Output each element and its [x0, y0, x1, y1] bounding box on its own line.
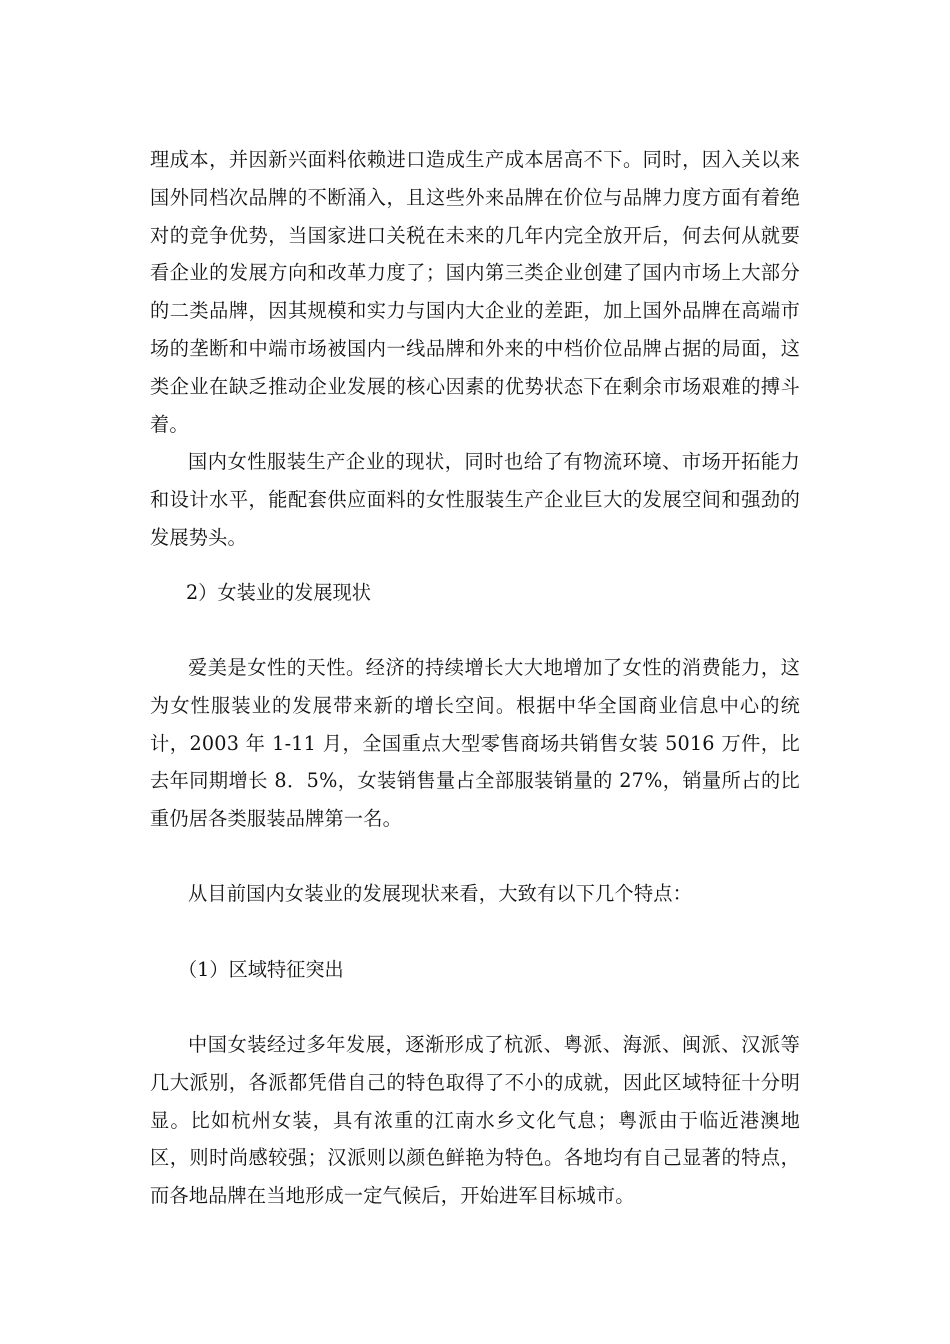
paragraph-enterprise-status: 国内女性服装生产企业的现状，同时也给了有物流环境、市场开拓能力和设计水平，能配套供应面料的女性服装生产企业巨大的发展空间和强劲的发展势头。	[150, 450, 800, 549]
section-heading-development-status: 2）女装业的发展现状	[186, 581, 371, 604]
subsection-heading-regional-features: （1）区域特征突出	[178, 958, 344, 981]
paragraph-regional-styles: 中国女装经过多年发展，逐渐形成了杭派、粤派、海派、闽派、汉派等几大派别，各派都凭借自己的特色取得了不小的成就，因此区域特征十分明显。比如杭州女装，具有浓重的江南水乡文化气息；粤派由于临近港澳地区，则时尚感较强；汉派则以颜色鲜艳为特色。各地均有自己显著的特点，而各地品牌在当地形成一定气候后，开始进军目标城市。	[150, 1033, 800, 1208]
paragraph-cost-and-competition: 理成本，并因新兴面料依赖进口造成生产成本居高不下。同时，因入关以来国外同档次品牌的不断涌入，且这些外来品牌在价位与品牌力度方面有着绝对的竞争优势，当国家进口关税在未来的几年内完全放开后，何去何从就要看企业的发展方向和改革力度了；国内第三类企业创建了国内市场上大部分的二类品牌，因其规模和实力与国内大企业的差距，加上国外品牌在高端市场的垄断和中端市场被国内一线品牌和外来的中档价位品牌占据的局面，这类企业在缺乏推动企业发展的核心因素的优势状态下在剩余市场艰难的搏斗着。	[150, 148, 800, 436]
paragraph-market-statistics: 爱美是女性的天性。经济的持续增长大大地增加了女性的消费能力，这为女性服装业的发展带来新的增长空间。根据中华全国商业信息中心的统计，2003 年 1-11 月，全国重点大型零售商场共销售女装 5016 万件，比去年同期增长 8．5%，女装销售量占全部服装销量的 27%，销量所占的比重仍居各类服装品牌第一名。	[150, 656, 800, 831]
paragraph-features-intro: 从目前国内女装业的发展现状来看，大致有以下几个特点：	[188, 882, 693, 905]
